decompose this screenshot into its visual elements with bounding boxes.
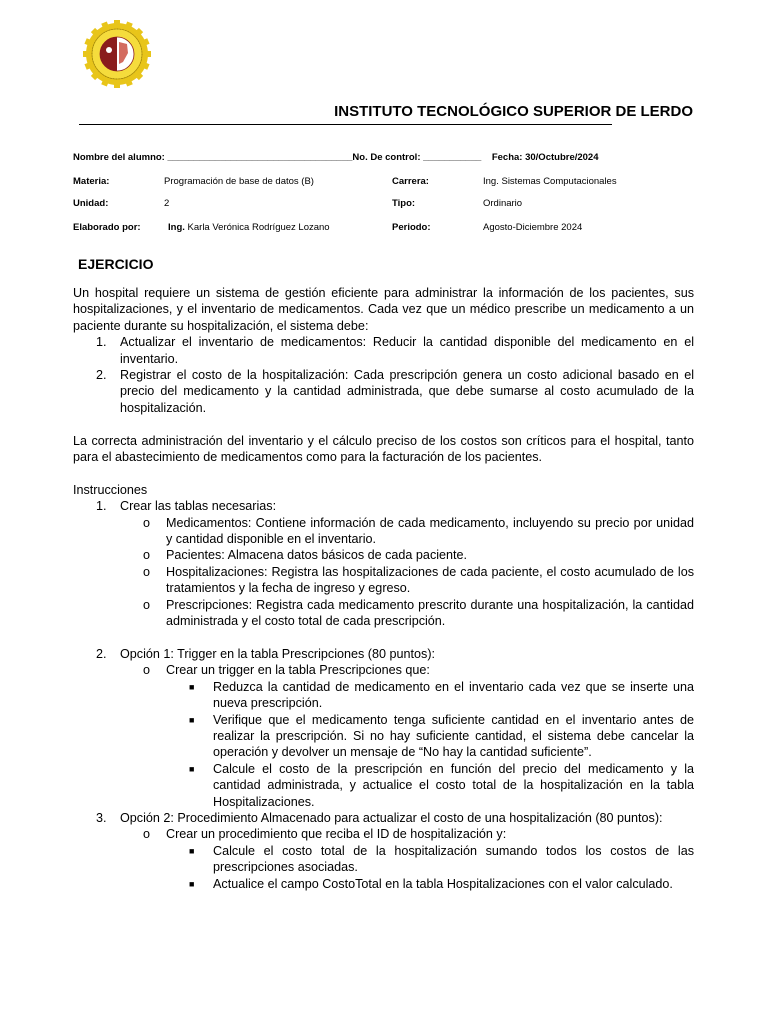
- title-divider: [79, 124, 612, 125]
- closing-paragraph: La correcta administración del inventario y el cálculo preciso de los costos son críticos para el hospital, tanto para el abastecimiento de medicamentos como para la facturación de los pacientes.: [73, 433, 694, 465]
- unit-value: 2: [164, 198, 170, 209]
- table-item-text: Pacientes: Almacena datos básicos de cada paciente.: [166, 548, 468, 563]
- requirement-item: [73, 367, 694, 416]
- step-text: Opción 2: Procedimiento Almacenado para actualizar el costo de una hospitalización (80 puntos):: [120, 810, 663, 825]
- bullet-item: [73, 679, 694, 712]
- author-prefix: Ing.: [168, 222, 185, 233]
- document-body: [73, 285, 694, 892]
- square-bullet: ■: [189, 681, 195, 692]
- student-label: Nombre del alumno:: [73, 152, 165, 163]
- exercise-heading: EJERCICIO: [78, 256, 154, 272]
- institute-title: INSTITUTO TECNOLÓGICO SUPERIOR DE LERDO: [334, 103, 693, 120]
- table-item-text: Hospitalizaciones: Registra las hospitalizaciones de cada paciente, el costo acumulado de los tratamientos y la fecha de ingreso y egreso.: [166, 564, 694, 596]
- table-item: [73, 597, 694, 630]
- list-number: 3.: [96, 810, 107, 825]
- sub-item-text: Crear un procedimiento que reciba el ID de hospitalización y:: [166, 827, 507, 842]
- type-label: Tipo:: [392, 198, 416, 209]
- bullet-item: [73, 761, 694, 810]
- student-blank: ___________________________________: [167, 152, 353, 163]
- bullet-text: Calcule el costo total de la hospitalización sumando todos los costos de las prescripciones asociadas.: [213, 843, 694, 875]
- table-item: [73, 547, 694, 563]
- period-label: Periodo:: [392, 222, 431, 233]
- requirement-text: Actualizar el inventario de medicamentos: Reducir la cantidad disponible del medicamento en el inventario.: [120, 335, 694, 366]
- sub-item: [73, 826, 694, 842]
- bullet-text: Verifique que el medicamento tenga suficiente cantidad en el inventario antes de realizar la prescripción. Si no hay suficiente cantidad, el sistema debe cancelar la operación y devolver un mensaje de “No hay la cantidad suficiente”.: [213, 712, 694, 760]
- date-label: Fecha:: [491, 152, 523, 163]
- date-value: 30/Octubre/2024: [525, 152, 599, 163]
- bullet-item: [73, 712, 694, 761]
- bullet-text: Actualice el campo CostoTotal en la tabla Hospitalizaciones con el valor calculado.: [213, 876, 673, 891]
- control-blank: ___________: [423, 152, 482, 163]
- student-row: [73, 152, 599, 163]
- step-text: Opción 1: Trigger en la tabla Prescripciones (80 puntos):: [120, 646, 436, 661]
- control-label: No. De control:: [352, 152, 421, 163]
- table-item-text: Prescripciones: Registra cada medicamento prescrito durante una hospitalización, la cantidad administrada y el costo total de cada prescripción.: [166, 597, 694, 629]
- step-item: [73, 498, 694, 514]
- author-name: Karla Verónica Rodríguez Lozano: [187, 222, 330, 233]
- subject-value: Programación de base de datos (B): [164, 176, 314, 187]
- square-bullet: ■: [189, 878, 195, 889]
- circle-bullet: o: [143, 548, 151, 563]
- table-item: [73, 515, 694, 548]
- list-number: 2.: [96, 368, 107, 383]
- circle-bullet: o: [143, 827, 151, 842]
- square-bullet: ■: [189, 714, 195, 725]
- type-value: Ordinario: [483, 198, 523, 209]
- table-item-text: Medicamentos: Contiene información de cada medicamento, incluyendo su precio por unidad y cantidad disponible en el inventario.: [166, 515, 694, 547]
- sub-item: [73, 662, 694, 678]
- list-number: 1.: [96, 499, 107, 514]
- author-label: Elaborado por:: [73, 222, 141, 233]
- list-number: 2.: [96, 646, 107, 661]
- unit-label: Unidad:: [73, 198, 109, 209]
- requirement-text: Registrar el costo de la hospitalización: Cada prescripción genera un costo adicional basado en el precio del medicamento y la cantidad administrada, que debe sumarse al costo acumulado de la hospitalización.: [120, 368, 694, 415]
- bullet-item: [73, 876, 694, 892]
- institute-seal-icon: [83, 20, 151, 88]
- step-item: [73, 810, 694, 826]
- circle-bullet: o: [143, 515, 151, 530]
- period-value: Agosto-Diciembre 2024: [483, 222, 583, 233]
- step-item: [73, 646, 694, 662]
- bullet-item: [73, 843, 694, 876]
- square-bullet: ■: [189, 763, 195, 774]
- table-item: [73, 564, 694, 597]
- subject-label: Materia:: [73, 176, 110, 187]
- requirement-item: [73, 334, 694, 367]
- bullet-text: Calcule el costo de la prescripción en función del precio del medicamento y la cantidad administrada, y actualice el costo total de la hospitalización en la tabla Hospitalizaciones.: [213, 761, 694, 809]
- intro-paragraph: Un hospital requiere un sistema de gestión eficiente para administrar la información de los pacientes, sus hospitalizaciones, y el inventario de medicamentos. Cada vez que un médico prescribe un medicamento a un paciente durante su hospitalización, el sistema debe:: [73, 286, 694, 333]
- step-text: Crear las tablas necesarias:: [120, 499, 277, 514]
- author-row: [168, 222, 330, 233]
- career-label: Carrera:: [392, 176, 429, 187]
- career-value: Ing. Sistemas Computacionales: [483, 176, 617, 187]
- circle-bullet: o: [143, 663, 151, 678]
- circle-bullet: o: [143, 564, 151, 579]
- circle-bullet: o: [143, 597, 151, 612]
- bullet-text: Reduzca la cantidad de medicamento en el inventario cada vez que se inserte una nueva prescripción.: [213, 679, 694, 711]
- instructions-heading: Instrucciones: [73, 482, 148, 497]
- sub-item-text: Crear un trigger en la tabla Prescripciones que:: [166, 663, 430, 678]
- square-bullet: ■: [189, 845, 195, 856]
- list-number: 1.: [96, 335, 107, 350]
